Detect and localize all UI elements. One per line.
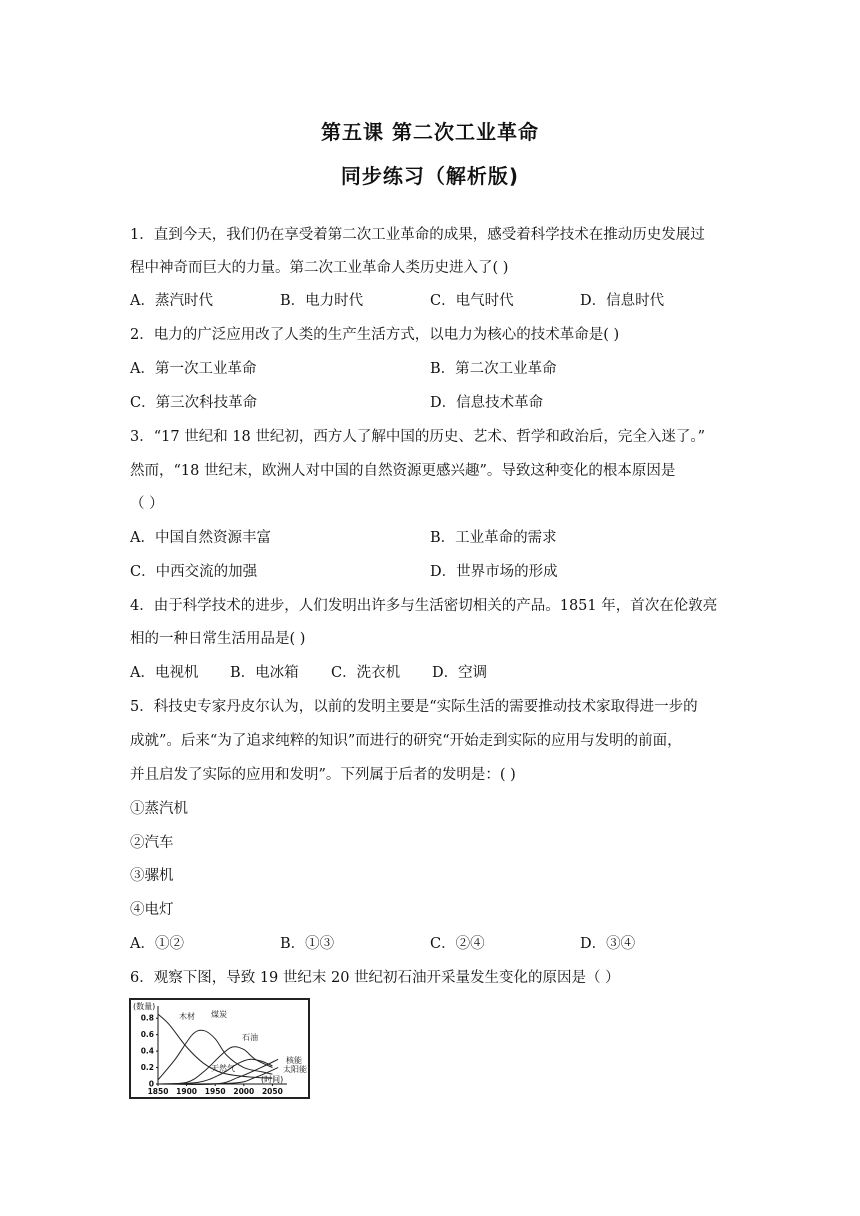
question-2-option-c: C．第三次科技革命 — [130, 395, 258, 411]
question-4-line-2: 相的一种日常生活用品是( ) — [130, 631, 306, 647]
series-label-3: 天然气 — [211, 1064, 235, 1073]
y-tick-label-0: 0 — [148, 1079, 154, 1089]
series-label-2: 石油 — [242, 1033, 258, 1042]
series-label-0: 木材 — [179, 1012, 195, 1021]
question-5-option-b: B．①③ — [280, 936, 335, 952]
series-label-5: 太阳能 — [283, 1065, 307, 1074]
question-4-option-b: B．电冰箱 — [230, 665, 299, 681]
question-2-option-b: B．第二次工业革命 — [430, 361, 557, 377]
question-3-option-b: B．工业革命的需求 — [430, 530, 557, 546]
document-subtitle: 同步练习（解析版) — [340, 164, 520, 188]
x-tick-label-4: 2050 — [261, 1087, 283, 1096]
series-label-4: 核能 — [286, 1056, 302, 1065]
y-tick-label-4: 0.8 — [140, 1013, 154, 1023]
question-5-option-a: A．①② — [130, 936, 184, 952]
question-6-line-1: 6．观察下图，导致 19 世纪末 20 世纪初石油开采量发生变化的原因是（ ） — [130, 970, 620, 986]
x-tick-label-2: 1950 — [204, 1087, 226, 1096]
question-2-line-1: 2．电力的广泛应用改了人类的生产生活方式，以电力为核心的技术革命是( ) — [130, 327, 620, 343]
question-3-option-c: C．中西交流的加强 — [130, 564, 258, 580]
question-5-item-2: ②汽车 — [130, 835, 174, 851]
x-tick-label-3: 2000 — [233, 1087, 255, 1096]
question-1-option-a: A．蒸汽时代 — [130, 293, 213, 309]
question-4-option-c: C．洗衣机 — [331, 665, 401, 681]
x-tick-label-0: 1850 — [147, 1087, 169, 1096]
question-1-line-2: 程中神奇而巨大的力量。第二次工业革命人类历史进入了( ) — [130, 260, 509, 276]
question-1-option-b: B．电力时代 — [280, 293, 364, 309]
question-3-option-a: A．中国自然资源丰富 — [130, 530, 271, 546]
question-3-line-1: 3．“17 世纪和 18 世纪初，西方人了解中国的历史、艺术、哲学和政治后，完全入迷了。” — [130, 429, 706, 445]
question-4-option-d: D．空调 — [432, 665, 488, 681]
energy-chart — [131, 1000, 308, 1097]
question-5-line-1: 5．科技史专家丹皮尔认为，以前的发明主要是“实际生活的需要推动技术家取得进一步的 — [130, 699, 698, 715]
x-axis-label: (时间) — [261, 1075, 284, 1084]
question-5-item-4: ④电灯 — [130, 902, 174, 918]
question-2-option-a: A．第一次工业革命 — [130, 361, 257, 377]
document-title: 第五课 第二次工业革命 — [321, 120, 539, 144]
question-5-line-2: 成就”。后来“为了追求纯粹的知识”而进行的研究“开始走到实际的应用与发明的前面， — [130, 733, 682, 749]
energy-chart-figure — [129, 998, 310, 1099]
question-1-option-c: C．电气时代 — [430, 293, 514, 309]
question-5-option-c: C．②④ — [430, 936, 485, 952]
question-5-line-3: 并且启发了实际的应用和发明”。下列属于后者的发明是：( ) — [130, 767, 516, 783]
y-tick-label-1: 0.2 — [140, 1063, 154, 1073]
question-2-option-d: D．信息技术革命 — [430, 395, 544, 411]
y-axis-label: (数量) — [133, 1002, 156, 1011]
question-4-option-a: A．电视机 — [130, 665, 199, 681]
question-3-option-d: D．世界市场的形成 — [430, 564, 558, 580]
y-tick-label-3: 0.6 — [140, 1030, 154, 1040]
x-tick-label-1: 1900 — [176, 1087, 198, 1096]
question-5-item-1: ①蒸汽机 — [130, 801, 188, 817]
question-5-option-d: D．③④ — [580, 936, 636, 952]
question-3-line-2: 然而，“18 世纪末，欧洲人对中国的自然资源更感兴趣”。导致这种变化的根本原因是 — [130, 463, 676, 479]
question-1-line-1: 1．直到今天，我们仍在享受着第二次工业革命的成果，感受着科学技术在推动历史发展过 — [130, 227, 705, 243]
question-4-line-1: 4．由于科学技术的进步，人们发明出许多与生活密切相关的产品。1851 年，首次在伦敦亮 — [130, 598, 718, 614]
question-1-option-d: D．信息时代 — [580, 293, 665, 309]
question-5-item-3: ③骡机 — [130, 868, 174, 884]
question-3-line-3: （ ） — [130, 496, 164, 512]
y-tick-label-2: 0.4 — [140, 1046, 154, 1056]
series-label-1: 煤炭 — [211, 1010, 227, 1019]
